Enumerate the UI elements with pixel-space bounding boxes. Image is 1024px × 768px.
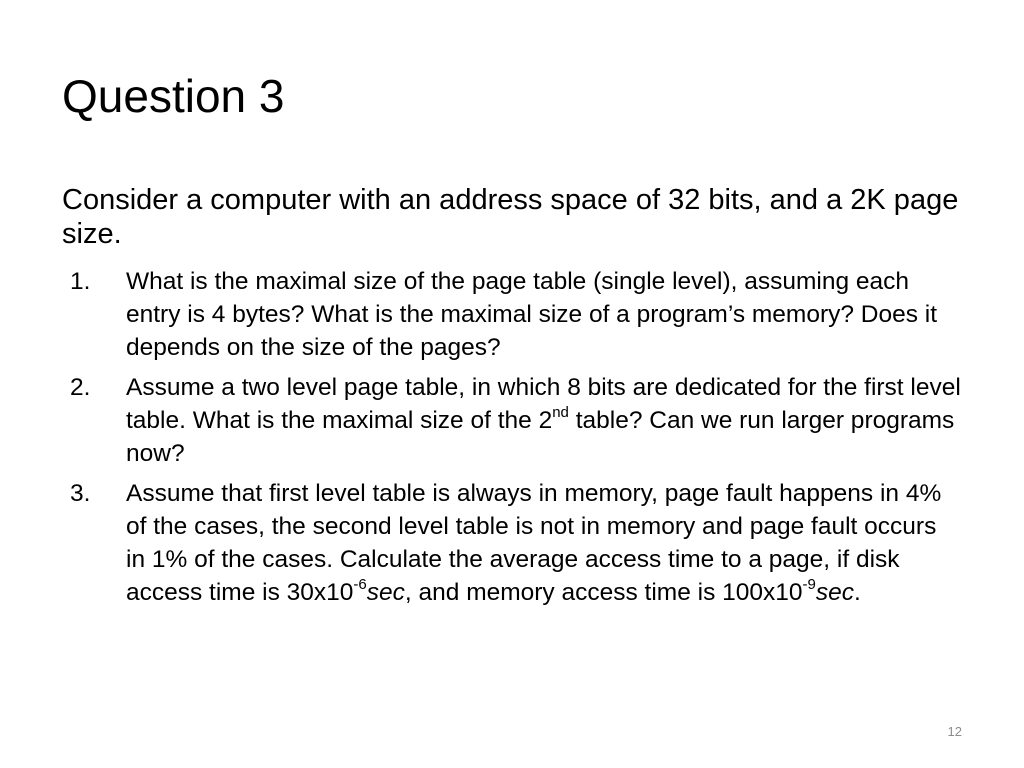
unit-sec: sec: [366, 579, 405, 606]
page-number: 12: [947, 724, 962, 739]
item-number: 1.: [70, 268, 91, 295]
item-number: 3.: [70, 480, 91, 507]
item-text: What is the maximal size of the page table (single level), assuming each entry is 4 bytes? What is the maximal size of a program’s memory? Does it depends on the size of the pages?: [126, 268, 938, 361]
question-list: [62, 265, 962, 616]
item-text-part: Assume that first level table is always in memory, page fault happens in 4% of the cases, the second level table is not in memory and page fault occurs in 1% of the cases. Calculate the average access time to a page, if disk access time is 30x10: [126, 480, 942, 606]
slide-title: Question 3: [62, 70, 285, 122]
item-text: [126, 371, 962, 470]
superscript-exponent: -9: [802, 575, 816, 593]
list-item: [62, 371, 962, 470]
list-item: [62, 265, 962, 364]
item-text-part: Assume a two level page table, in which 8 bits are dedicated for the first level table. What is the maximal size of the 2: [126, 374, 961, 434]
item-number: 2.: [70, 374, 91, 401]
superscript-exponent: -6: [353, 575, 367, 593]
item-text-part: .: [854, 579, 861, 606]
item-text-part: , and memory access time is 100x10: [404, 579, 803, 606]
intro-paragraph: Consider a computer with an address space of 32 bits, and a 2K page size.: [62, 184, 959, 250]
superscript: nd: [552, 403, 569, 421]
item-text: [126, 477, 962, 609]
unit-sec: sec: [815, 579, 854, 606]
list-item: [62, 477, 962, 609]
item-text-part: table? Can we run larger programs now?: [126, 407, 955, 467]
